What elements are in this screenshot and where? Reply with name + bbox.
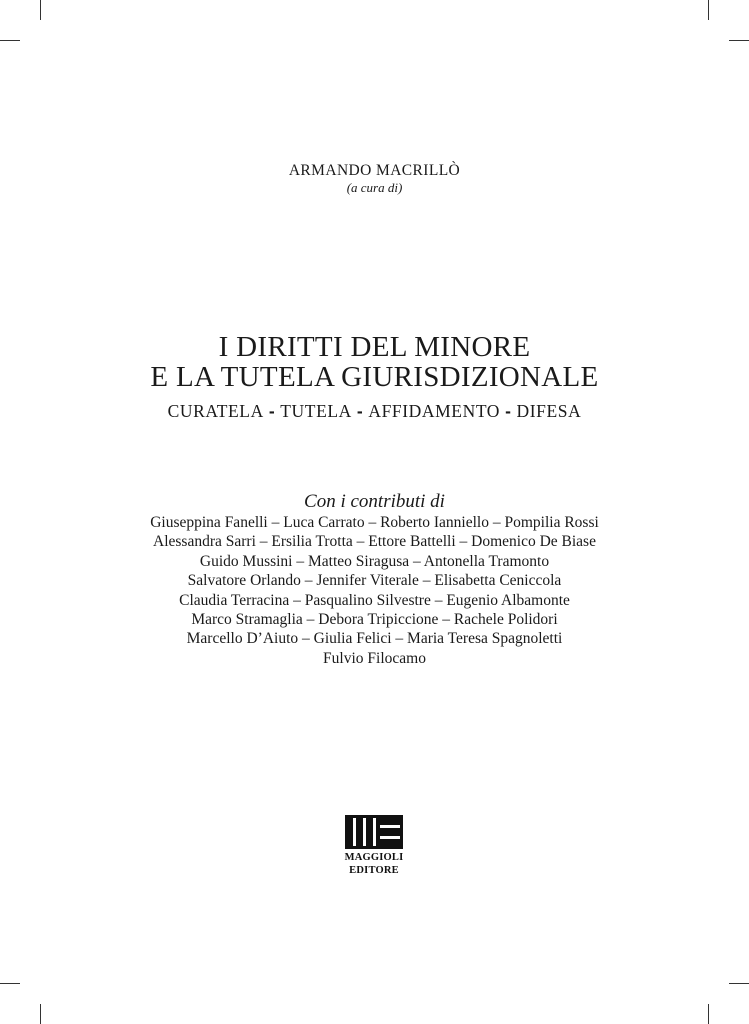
- contributors-block: [0, 491, 749, 668]
- contributors-line: Guido Mussini – Matteo Siragusa – Antonella Tramonto: [199, 552, 550, 570]
- crop-mark-top-right-horizontal: [729, 40, 749, 41]
- contributors-line: Alessandra Sarri – Ersilia Trotta – Ettore Battelli – Domenico De Biase: [153, 533, 596, 551]
- editor-block: [0, 162, 749, 196]
- subtitle: [0, 401, 749, 421]
- subtitle-item: DIFESA: [516, 401, 582, 421]
- subtitle-separator: -: [268, 401, 276, 421]
- editor-role: (a cura di): [346, 180, 403, 195]
- publisher-imprint: EDITORE: [349, 865, 399, 876]
- contributors-line: Marcello D’Aiuto – Giulia Felici – Maria Teresa Spagnoletti: [186, 630, 563, 648]
- subtitle-separator: -: [356, 401, 364, 421]
- contributors-line: Marco Stramaglia – Debora Tripiccione – Rachele Polidori: [191, 611, 558, 629]
- subtitle-item: AFFIDAMENTO: [368, 401, 501, 421]
- editor-name: ARMANDO MACRILLÒ: [288, 162, 461, 179]
- crop-mark-top-left: [40, 0, 41, 20]
- contributors-heading: Con i contributi di: [304, 491, 445, 512]
- crop-mark-top-left-horizontal: [0, 40, 20, 41]
- title-line-2: E LA TUTELA GIURISDIZIONALE: [150, 361, 599, 393]
- subtitle-separator: -: [505, 401, 512, 421]
- crop-mark-bottom-left: [40, 1004, 41, 1024]
- publisher-logo-mark-icon: [344, 814, 404, 850]
- subtitle-item: CURATELA: [167, 401, 264, 421]
- crop-mark-bottom-right-horizontal: [729, 983, 749, 984]
- publisher-logo: [343, 814, 405, 876]
- book-title: [0, 332, 749, 421]
- crop-mark-top-right: [708, 0, 709, 20]
- contributors-line: Giuseppina Fanelli – Luca Carrato – Roberto Ianniello – Pompilia Rossi: [150, 514, 599, 531]
- title-line-1: I DIRITTI DEL MINORE: [218, 331, 531, 363]
- contributors-line: Fulvio Filocamo: [323, 649, 426, 667]
- publisher-name: MAGGIOLI: [344, 852, 404, 863]
- contributors-line: Claudia Terracina – Pasqualino Silvestre – Eugenio Albamonte: [179, 591, 570, 609]
- crop-mark-bottom-left-horizontal: [0, 983, 20, 984]
- contributors-line: Salvatore Orlando – Jennifer Viterale – Elisabetta Ceniccola: [187, 572, 562, 590]
- crop-mark-bottom-right: [708, 1004, 709, 1024]
- subtitle-item: TUTELA: [280, 401, 352, 421]
